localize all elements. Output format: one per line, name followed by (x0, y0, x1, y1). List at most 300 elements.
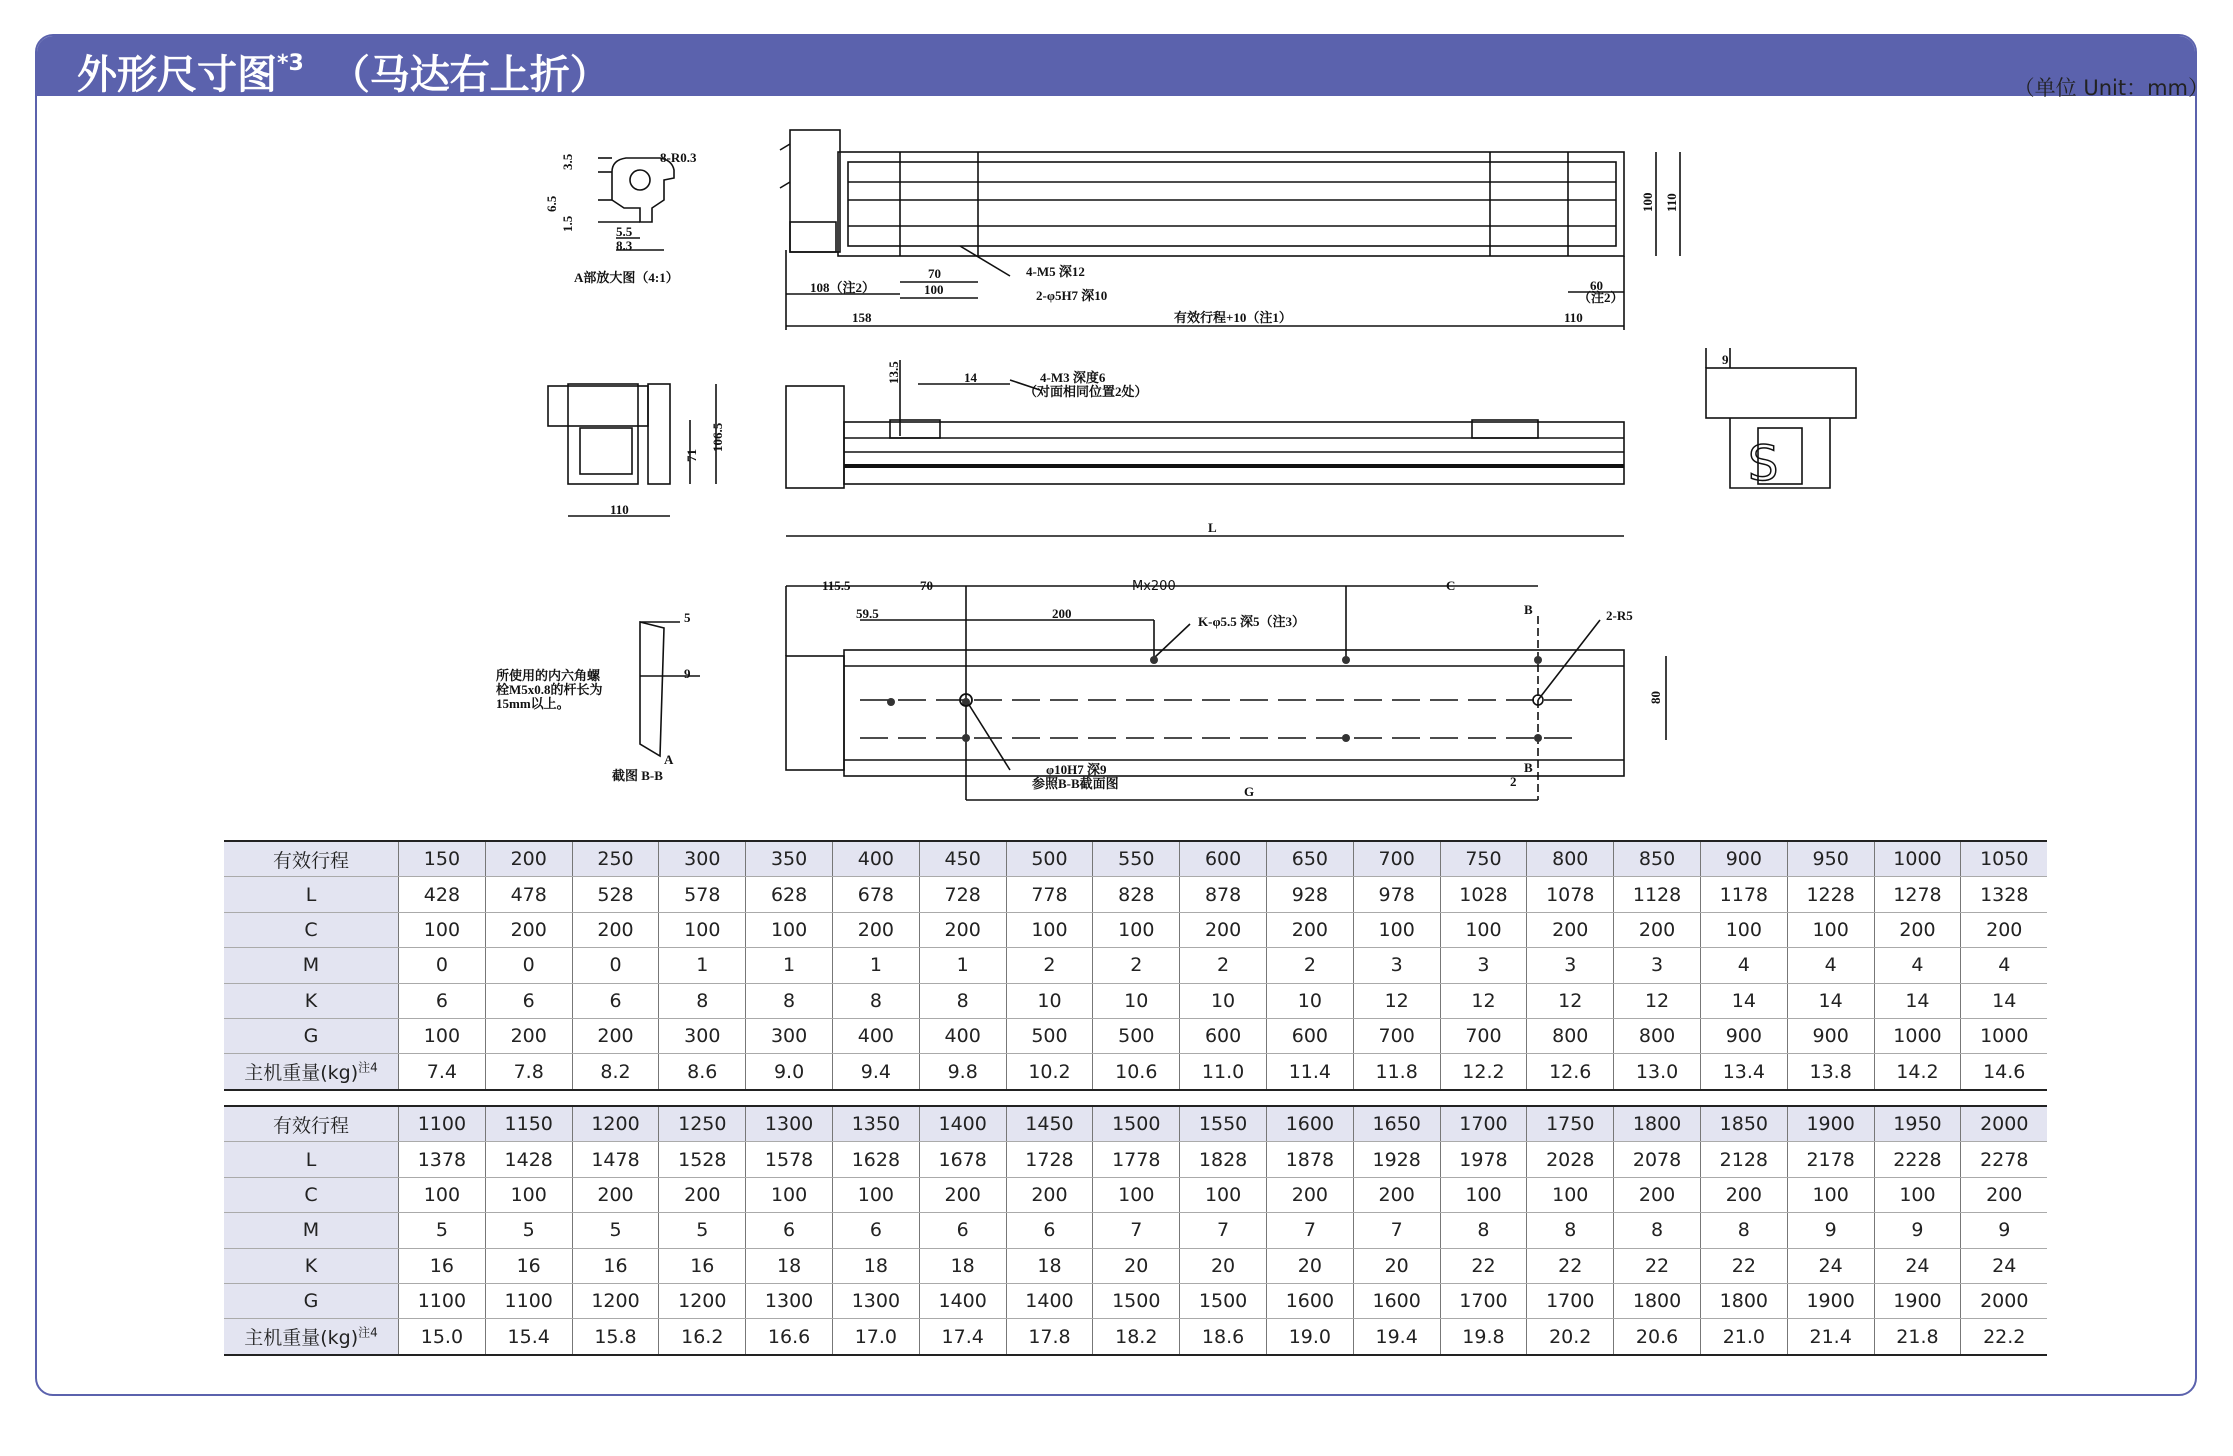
table-cell: 1728 (1006, 1142, 1093, 1177)
table-cell: 628 (746, 877, 833, 912)
table-cell: 3 (1614, 948, 1701, 983)
row-label: L (224, 1142, 399, 1177)
section-note: 所使用的内六角螺 (496, 668, 601, 683)
table-cell: 9.0 (746, 1054, 833, 1090)
table-cell: 1128 (1614, 877, 1701, 912)
table-cell: 10 (1180, 983, 1267, 1018)
section-caption: 截图 B-B (612, 768, 663, 783)
table-cell: 1550 (1180, 1106, 1267, 1142)
table-cell: 500 (1006, 841, 1093, 877)
table-cell: 700 (1353, 1018, 1440, 1053)
table-cell: 1000 (1874, 841, 1961, 877)
table-cell: 1900 (1787, 1283, 1874, 1318)
dim-label: 60 (1590, 278, 1603, 293)
row-label: K (224, 983, 399, 1018)
row-label: 有效行程 (224, 1106, 399, 1142)
table-cell: 200 (659, 1177, 746, 1212)
table-cell: 8.6 (659, 1054, 746, 1090)
dim-label: 2-φ5H7 深10 (1036, 288, 1108, 303)
hole-marker (887, 698, 895, 706)
table-cell: 7 (1093, 1213, 1180, 1248)
table-cell: 100 (659, 912, 746, 947)
table-cell: 100 (399, 1018, 486, 1053)
table-cell: 22.2 (1961, 1319, 2047, 1355)
table-cell: 12 (1440, 983, 1527, 1018)
table-cell: 1650 (1353, 1106, 1440, 1142)
table-cell: 8 (746, 983, 833, 1018)
dim-label: 1.5 (560, 215, 575, 232)
table-cell: 12 (1527, 983, 1614, 1018)
table-cell: 13.0 (1614, 1054, 1701, 1090)
table-cell: 678 (832, 877, 919, 912)
dim-label: 59.5 (856, 606, 879, 621)
table-cell: 1828 (1180, 1142, 1267, 1177)
table-cell: 700 (1353, 841, 1440, 877)
table-cell: 20 (1353, 1248, 1440, 1283)
row-label: 有效行程 (224, 841, 399, 877)
table-cell: 950 (1787, 841, 1874, 877)
table-cell: 4 (1874, 948, 1961, 983)
dim-label: 100 (924, 282, 944, 297)
table-row (224, 1142, 2047, 1177)
table-cell: 578 (659, 877, 746, 912)
table-cell: 11.0 (1180, 1054, 1267, 1090)
table-cell: 928 (1266, 877, 1353, 912)
row-label: C (224, 912, 399, 947)
table-cell: 500 (1093, 1018, 1180, 1053)
table-cell: 14.6 (1961, 1054, 2047, 1090)
table-row (224, 1248, 2047, 1283)
table-cell: 100 (399, 1177, 486, 1212)
table-cell: 2 (1266, 948, 1353, 983)
table-row (224, 912, 2047, 947)
table-cell: 19.4 (1353, 1319, 1440, 1355)
table-row (224, 1283, 2047, 1318)
dim-label: 3.5 (560, 153, 575, 170)
table-cell: 100 (1180, 1177, 1267, 1212)
table-cell: 1428 (485, 1142, 572, 1177)
table-cell: 1978 (1440, 1142, 1527, 1177)
table-cell: 2128 (1700, 1142, 1787, 1177)
table-cell: 1778 (1093, 1142, 1180, 1177)
table-cell: 900 (1700, 1018, 1787, 1053)
dim-label: 115.5 (822, 578, 851, 593)
table-cell: 1578 (746, 1142, 833, 1177)
dim-label: Mx200 (1132, 579, 1176, 594)
table-cell: 16 (659, 1248, 746, 1283)
dim-label: 13.5 (886, 361, 901, 384)
table-cell: 1200 (572, 1106, 659, 1142)
table-cell: 500 (1006, 1018, 1093, 1053)
table-cell: 12.2 (1440, 1054, 1527, 1090)
spec-table-2 (224, 1105, 2047, 1356)
table-cell: 100 (1440, 1177, 1527, 1212)
dim-label: 70 (928, 266, 941, 281)
table-cell: 1850 (1700, 1106, 1787, 1142)
table-cell: 1928 (1353, 1142, 1440, 1177)
table-cell: 8.2 (572, 1054, 659, 1090)
table-cell: 17.0 (832, 1319, 919, 1355)
table-cell: 10.2 (1006, 1054, 1093, 1090)
dim-label: 5 (684, 610, 691, 625)
row-label: G (224, 1283, 399, 1318)
table-cell: 10 (1006, 983, 1093, 1018)
table-row (224, 841, 2047, 877)
dim-label: 110 (610, 502, 629, 517)
hole-marker (1534, 734, 1542, 742)
table-cell: 12 (1614, 983, 1701, 1018)
table-cell: 2000 (1961, 1283, 2047, 1318)
table-cell: 200 (919, 912, 1006, 947)
table-cell: 4 (1700, 948, 1787, 983)
table-cell: 6 (572, 983, 659, 1018)
table-cell: 3 (1440, 948, 1527, 983)
table-cell: 1228 (1787, 877, 1874, 912)
table-cell: 6 (919, 1213, 1006, 1248)
table-cell: 1 (746, 948, 833, 983)
table-cell: 7.4 (399, 1054, 486, 1090)
table-cell: 8 (919, 983, 1006, 1018)
table-cell: 1628 (832, 1142, 919, 1177)
table-cell: 200 (485, 912, 572, 947)
dim-label: B (1524, 602, 1533, 617)
table-cell: 400 (832, 1018, 919, 1053)
table-cell: 1000 (1874, 1018, 1961, 1053)
table-cell: 100 (832, 1177, 919, 1212)
table-cell: 1 (832, 948, 919, 983)
table-cell: 1500 (1093, 1106, 1180, 1142)
table-cell: 978 (1353, 877, 1440, 912)
table-cell: 1900 (1787, 1106, 1874, 1142)
table-cell: 20 (1180, 1248, 1267, 1283)
table-cell: 1400 (919, 1283, 1006, 1318)
table-cell: 600 (1266, 1018, 1353, 1053)
table-row (224, 1106, 2047, 1142)
dim-label: φ10H7 深9 (1046, 762, 1107, 777)
detail-caption: A部放大图（4:1） (574, 270, 679, 285)
table-cell: 728 (919, 877, 1006, 912)
table-cell: 200 (572, 912, 659, 947)
table-cell: 200 (1961, 912, 2047, 947)
table-cell: 18 (832, 1248, 919, 1283)
table-cell: 528 (572, 877, 659, 912)
table-cell: 700 (1440, 1018, 1527, 1053)
table-cell: 14 (1787, 983, 1874, 1018)
section-title: 外形尺寸图$^{*3}$ （马达右上折） (77, 50, 610, 98)
table-cell: 1600 (1353, 1283, 1440, 1318)
unit-note: （单位 Unit：mm） (2013, 76, 2209, 100)
table-cell: 1000 (1961, 1018, 2047, 1053)
table-cell: 20.2 (1527, 1319, 1614, 1355)
dim-label: 14 (964, 370, 977, 385)
table-cell: 2278 (1961, 1142, 2047, 1177)
table-cell: 1300 (832, 1283, 919, 1318)
table-cell: 15.8 (572, 1319, 659, 1355)
table-cell: 24 (1787, 1248, 1874, 1283)
dim-label: 2 (1510, 774, 1517, 789)
table-cell: 100 (1006, 912, 1093, 947)
dim-label: L (1208, 520, 1217, 535)
table-cell: 9.4 (832, 1054, 919, 1090)
table-cell: 200 (1353, 1177, 1440, 1212)
table-cell: 1200 (572, 1283, 659, 1318)
table-cell: 100 (1527, 1177, 1614, 1212)
table-cell: 800 (1614, 1018, 1701, 1053)
table-cell: 200 (832, 912, 919, 947)
table-cell: 2 (1180, 948, 1267, 983)
table-cell: 428 (399, 877, 486, 912)
motor-logo: S (1748, 436, 1779, 492)
table-cell: 100 (1440, 912, 1527, 947)
table-cell: 1278 (1874, 877, 1961, 912)
table-cell: 1900 (1874, 1283, 1961, 1318)
row-label: L (224, 877, 399, 912)
table-cell: 100 (1787, 912, 1874, 947)
table-cell: 1078 (1527, 877, 1614, 912)
hole-marker (962, 734, 970, 742)
table-cell: 100 (746, 1177, 833, 1212)
hole-marker (1534, 656, 1542, 664)
table-cell: 22 (1700, 1248, 1787, 1283)
table-cell: 100 (1093, 912, 1180, 947)
table-cell: 6 (1006, 1213, 1093, 1248)
dim-label: G (1244, 784, 1255, 799)
table-cell: 100 (1093, 1177, 1180, 1212)
dim-label: 4-M3 深度6 (1040, 370, 1106, 385)
table-cell: 21.0 (1700, 1319, 1787, 1355)
table-row (224, 1177, 2047, 1212)
table-cell: 17.8 (1006, 1319, 1093, 1355)
table-cell: 12.6 (1527, 1054, 1614, 1090)
table-cell: 24 (1961, 1248, 2047, 1283)
table-cell: 1678 (919, 1142, 1006, 1177)
row-label: 主机重量(kg)$^{注4}$ (224, 1319, 399, 1355)
table-cell: 200 (1961, 1177, 2047, 1212)
motor-end-view-drawing (1706, 348, 1856, 488)
table-cell: 16.2 (659, 1319, 746, 1355)
dim-label: 158 (852, 310, 872, 325)
hole-marker (1342, 734, 1350, 742)
row-label: M (224, 1213, 399, 1248)
table-cell: 1300 (746, 1106, 833, 1142)
table-cell: 16 (399, 1248, 486, 1283)
table-cell: 17.4 (919, 1319, 1006, 1355)
table-cell: 1328 (1961, 877, 2047, 912)
dim-label: 6.5 (544, 195, 559, 212)
table-cell: 9.8 (919, 1054, 1006, 1090)
row-label: K (224, 1248, 399, 1283)
row-label: G (224, 1018, 399, 1053)
table-row (224, 948, 2047, 983)
table-cell: 10 (1093, 983, 1180, 1018)
table-cell: 13.4 (1700, 1054, 1787, 1090)
table-cell: 20 (1266, 1248, 1353, 1283)
table-row (224, 1054, 2047, 1090)
table-cell: 9 (1961, 1213, 2047, 1248)
table-cell: 600 (1180, 841, 1267, 877)
table-cell: 1600 (1266, 1106, 1353, 1142)
table-cell: 850 (1614, 841, 1701, 877)
table-cell: 0 (572, 948, 659, 983)
table-cell: 14.2 (1874, 1054, 1961, 1090)
dim-label: 70 (920, 578, 933, 593)
table-cell: 20 (1093, 1248, 1180, 1283)
table-cell: 6 (746, 1213, 833, 1248)
table-cell: 5 (659, 1213, 746, 1248)
table-cell: 1478 (572, 1142, 659, 1177)
table-cell: 450 (919, 841, 1006, 877)
table-cell: 550 (1093, 841, 1180, 877)
table-cell: 1600 (1266, 1283, 1353, 1318)
table-cell: 1300 (746, 1283, 833, 1318)
table-cell: 8 (1527, 1213, 1614, 1248)
dim-label: K-φ5.5 深5（注3） (1198, 614, 1306, 629)
table-cell: 8 (1440, 1213, 1527, 1248)
dim-label: 108（注2） (810, 280, 876, 295)
table-cell: 1878 (1266, 1142, 1353, 1177)
table-cell: 3 (1527, 948, 1614, 983)
table-cell: 22 (1527, 1248, 1614, 1283)
section-note: 栓M5x0.8的杆长为 (496, 682, 603, 697)
table-cell: 5 (399, 1213, 486, 1248)
table-cell: 10 (1266, 983, 1353, 1018)
table-cell: 100 (1787, 1177, 1874, 1212)
table-cell: 8 (832, 983, 919, 1018)
detail-a-drawing (598, 158, 674, 250)
table-cell: 100 (399, 912, 486, 947)
dim-label: 参照B-B截面图 (1032, 776, 1119, 791)
table-cell: 800 (1527, 841, 1614, 877)
table-cell: 8 (1700, 1213, 1787, 1248)
table-cell: 1178 (1700, 877, 1787, 912)
table-cell: 6 (399, 983, 486, 1018)
dim-label: 8-R0.3 (660, 150, 697, 165)
table-cell: 1200 (659, 1283, 746, 1318)
table-cell: 200 (572, 1018, 659, 1053)
table-cell: 100 (1700, 912, 1787, 947)
table-cell: 15.4 (485, 1319, 572, 1355)
table-cell: 200 (1266, 912, 1353, 947)
dim-label: 110 (1664, 193, 1679, 212)
table-cell: 6 (485, 983, 572, 1018)
dim-label: 200 (1052, 606, 1072, 621)
table-cell: 2000 (1961, 1106, 2047, 1142)
table-cell: 2228 (1874, 1142, 1961, 1177)
dim-label: A (664, 752, 674, 767)
table-cell: 10.6 (1093, 1054, 1180, 1090)
table-cell: 200 (1614, 912, 1701, 947)
table-cell: 18.6 (1180, 1319, 1267, 1355)
dim-label: 80 (1648, 691, 1663, 704)
table-cell: 5 (485, 1213, 572, 1248)
table-cell: 1250 (659, 1106, 746, 1142)
table-cell: 1800 (1614, 1283, 1701, 1318)
table-cell: 8 (659, 983, 746, 1018)
table-cell: 1 (659, 948, 746, 983)
table-cell: 200 (1874, 912, 1961, 947)
table-cell: 200 (919, 1177, 1006, 1212)
table-row (224, 983, 2047, 1018)
side-view-drawing (786, 360, 1624, 536)
dim-label: 71 (684, 449, 699, 462)
table-row (224, 1319, 2047, 1355)
table-cell: 200 (1180, 912, 1267, 947)
table-cell: 2078 (1614, 1142, 1701, 1177)
table-cell: 200 (485, 841, 572, 877)
table-cell: 400 (919, 1018, 1006, 1053)
table-cell: 18.2 (1093, 1319, 1180, 1355)
hole-marker (1150, 656, 1158, 664)
table-cell: 100 (1353, 912, 1440, 947)
dim-label: 9 (1722, 352, 1729, 367)
dim-label: （对面相同位置2处） (1024, 384, 1148, 399)
table-cell: 600 (1180, 1018, 1267, 1053)
table-cell: 778 (1006, 877, 1093, 912)
table-cell: 0 (399, 948, 486, 983)
table-cell: 7.8 (485, 1054, 572, 1090)
table-cell: 1100 (485, 1283, 572, 1318)
table-cell: 15.0 (399, 1319, 486, 1355)
table-cell: 1700 (1440, 1283, 1527, 1318)
table-cell: 828 (1093, 877, 1180, 912)
table-cell: 7 (1266, 1213, 1353, 1248)
table-cell: 650 (1266, 841, 1353, 877)
table-cell: 20.6 (1614, 1319, 1701, 1355)
dim-label: 106.5 (710, 422, 725, 452)
table-cell: 18 (1006, 1248, 1093, 1283)
table-cell: 18 (746, 1248, 833, 1283)
table-cell: 800 (1527, 1018, 1614, 1053)
table-cell: 1350 (832, 1106, 919, 1142)
table-cell: 7 (1180, 1213, 1267, 1248)
table-cell: 6 (832, 1213, 919, 1248)
table-cell: 1500 (1093, 1283, 1180, 1318)
table-cell: 150 (399, 841, 486, 877)
table-cell: 12 (1353, 983, 1440, 1018)
table-cell: 8 (1614, 1213, 1701, 1248)
table-cell: 2 (1006, 948, 1093, 983)
table-cell: 13.8 (1787, 1054, 1874, 1090)
table-cell: 1050 (1961, 841, 2047, 877)
table-cell: 100 (746, 912, 833, 947)
table-cell: 200 (572, 1177, 659, 1212)
table-cell: 900 (1787, 1018, 1874, 1053)
table-cell: 21.8 (1874, 1319, 1961, 1355)
dim-label: 8.3 (616, 238, 633, 253)
table-cell: 7 (1353, 1213, 1440, 1248)
table-cell: 1150 (485, 1106, 572, 1142)
row-label: C (224, 1177, 399, 1212)
table-cell: 400 (832, 841, 919, 877)
dim-label: 4-M5 深12 (1026, 264, 1085, 279)
table-cell: 200 (1614, 1177, 1701, 1212)
table-cell: 14 (1961, 983, 2047, 1018)
table-cell: 16.6 (746, 1319, 833, 1355)
table-cell: 1450 (1006, 1106, 1093, 1142)
table-cell: 1528 (659, 1142, 746, 1177)
table-cell: 200 (1700, 1177, 1787, 1212)
table-cell: 350 (746, 841, 833, 877)
row-label: 主机重量(kg)$^{注4}$ (224, 1054, 399, 1090)
table-cell: 100 (485, 1177, 572, 1212)
table-cell: 5 (572, 1213, 659, 1248)
dim-label: （注2） (1578, 290, 1624, 305)
table-row (224, 877, 2047, 912)
table-cell: 9 (1874, 1213, 1961, 1248)
table-cell: 0 (485, 948, 572, 983)
section-note: 15mm以上。 (496, 696, 570, 711)
table-cell: 1700 (1527, 1283, 1614, 1318)
